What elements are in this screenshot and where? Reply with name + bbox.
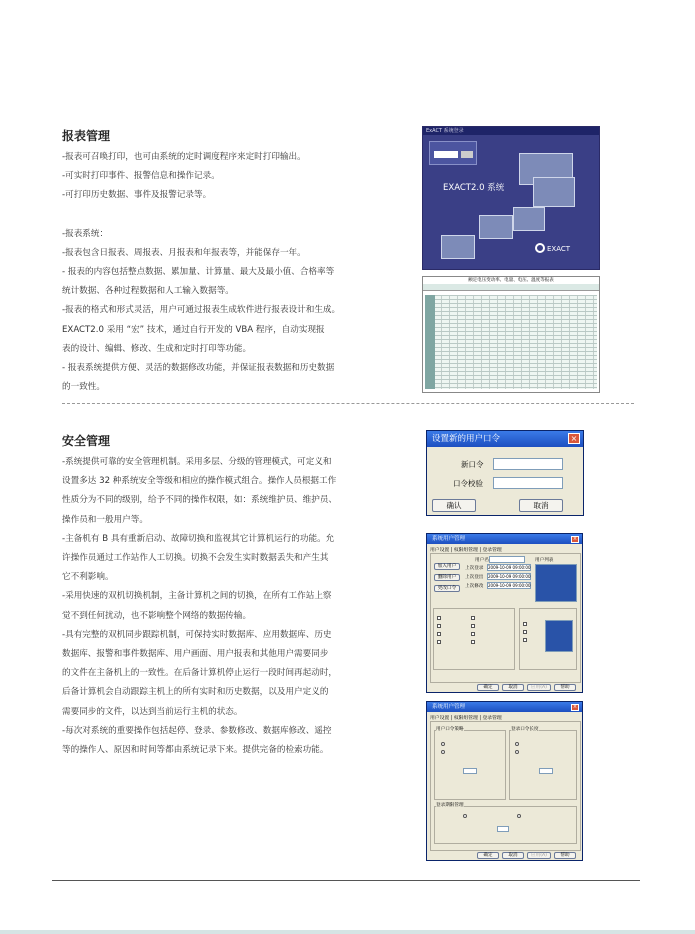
security-section-body	[62, 453, 362, 760]
last-change-value: 2009-10-09 09:00:00	[488, 583, 531, 588]
period-radio[interactable]	[463, 814, 467, 818]
paragraph-line: 表的设计、编辑、修改、生成和定时打印等功能。	[62, 343, 252, 354]
delete-user-button[interactable]: 删除用户	[434, 574, 460, 581]
last-login-label: 上次登录	[465, 566, 484, 571]
splash-photo-3	[513, 207, 545, 231]
paragraph-line: 的一致性。	[62, 382, 105, 393]
permission-checkbox[interactable]	[471, 640, 475, 644]
set-password-title: 设置新的用户口令	[432, 434, 501, 444]
login-period-label: 登录期限管理	[436, 803, 464, 808]
permission-checkbox[interactable]	[437, 624, 441, 628]
exact-splash-screenshot	[422, 126, 600, 270]
cancel-button[interactable]: 取消	[502, 852, 524, 859]
permission-checkbox[interactable]	[471, 624, 475, 628]
paragraph-line: -系统提供可靠的安全管理机制。采用多层、分级的管理模式，可定义和	[62, 457, 332, 467]
confirm-password-input[interactable]	[493, 477, 563, 489]
splash-login-button	[461, 151, 473, 158]
close-icon[interactable]: ×	[572, 535, 578, 542]
paragraph-line: 统计数据、各种过程数据和人工输入数据等。	[62, 286, 234, 297]
ok-button[interactable]: 确定	[477, 852, 499, 859]
user-manager-title-bar	[427, 702, 582, 712]
splash-brand-text: EXACT2.0 系统	[443, 183, 505, 193]
access-checkbox[interactable]	[523, 622, 527, 626]
permission-checkbox[interactable]	[437, 640, 441, 644]
access-list[interactable]	[545, 620, 573, 652]
login-period-group	[434, 806, 577, 844]
password-length-label: 登录口令长度	[511, 727, 539, 732]
permission-checkbox[interactable]	[437, 632, 441, 636]
user-manager-dialog-login	[426, 701, 583, 861]
paragraph-line: 等的操作人、原因和时间等都由系统记录下来。提供完备的检索功能。	[62, 745, 329, 756]
paragraph-line: 操作员和一般用户等。	[62, 514, 148, 525]
section-divider	[62, 403, 634, 404]
paragraph-line: -每次对系统的重要操作包括起停、登录、参数修改、数据库修改、遥控	[62, 725, 332, 736]
report-table-screenshot	[422, 276, 600, 393]
permission-checkbox[interactable]	[437, 616, 441, 620]
paragraph-line: 后备计算机会自动跟踪主机上的所有实时和历史数据，以及用户定义的	[62, 687, 329, 698]
password-length-group	[509, 730, 577, 800]
paragraph-line: -报表的格式和形式灵活，用户可通过报表生成软件进行报表设计和生成。	[62, 305, 341, 316]
splash-photo-4	[479, 215, 513, 239]
policy-radio[interactable]	[441, 742, 445, 746]
last-change-label: 上次修改	[465, 584, 484, 589]
user-manager-tabs[interactable]: 用户设置 | 权限组管理 | 登录管理	[430, 716, 502, 721]
last-logout-value: 2009-10-09 09:00:00	[488, 574, 531, 579]
paragraph-line: -可打印历史数据、事件及报警记录等。	[62, 190, 212, 201]
splash-login-field	[434, 151, 458, 158]
user-manager-title: 系统用户管理	[432, 704, 466, 710]
set-password-dialog	[426, 430, 584, 516]
user-manager-title-bar	[427, 534, 582, 544]
access-checkbox[interactable]	[523, 638, 527, 642]
last-login-value: 2009-10-09 09:00:00	[488, 565, 531, 570]
user-manager-title: 系统用户管理	[432, 536, 466, 542]
set-password-title-bar	[427, 431, 583, 447]
report-shot-header-row	[423, 284, 599, 291]
policy-number-input[interactable]	[463, 768, 477, 774]
paragraph-line: 的文件在主备机上的一致性。在后备计算机停止运行一段时间再起动时，	[62, 668, 338, 679]
period-radio[interactable]	[517, 814, 521, 818]
last-logout-label: 上次登出	[465, 575, 484, 580]
apply-button[interactable]: 应用(A)	[527, 684, 551, 691]
user-list[interactable]	[535, 564, 577, 602]
user-name-label: 用户名	[475, 558, 489, 563]
paragraph-line: EXACT2.0 采用 “宏” 技术，通过自行开发的 VBA 程序，自动实现报	[62, 324, 325, 335]
paragraph-line: -报表系统：	[62, 228, 109, 239]
splash-photo-2	[533, 177, 575, 207]
ok-button[interactable]: 确定	[477, 684, 499, 691]
paragraph-line: 性质分为不同的级别，给予不同的操作权限，如：系统维护员、维护员、	[62, 495, 338, 506]
help-button[interactable]: 帮助	[554, 684, 576, 691]
paragraph-line	[62, 206, 362, 225]
user-name-select[interactable]	[489, 556, 525, 563]
close-icon[interactable]: ×	[572, 703, 578, 710]
paragraph-line: -具有完整的双机同步跟踪机制，可保持实时数据库、应用数据库、历史	[62, 629, 332, 640]
length-radio[interactable]	[515, 750, 519, 754]
help-button[interactable]: 帮助	[554, 852, 576, 859]
cancel-button[interactable]: 取消	[502, 684, 524, 691]
footer-rule	[52, 880, 640, 881]
paragraph-line: - 报表的内容包括整点数据、累加量、计算量、最大及最小值、合格率等	[62, 267, 335, 278]
report-shot-row-labels	[425, 295, 435, 389]
exact-logo-icon	[535, 243, 545, 253]
paragraph-line: -可实时打印事件、报警信息和操作记录。	[62, 171, 220, 182]
paragraph-line: -采用快速的双机切换机制，主备计算机之间的切换，在所有工作站上察	[62, 591, 332, 602]
add-user-button[interactable]: 加入用户	[434, 563, 460, 570]
length-number-input[interactable]	[539, 768, 553, 774]
splash-title-bar: ExACT 系统登录	[423, 127, 599, 135]
report-section-title: 报表管理	[62, 129, 111, 143]
paragraph-line: 觉不到任何扰动，也不影响整个网络的数据传输。	[62, 610, 252, 621]
close-icon[interactable]: ×	[568, 433, 580, 444]
paragraph-line: -主备机有 B 具有重新启动、故障切换和监视其它计算机运行的功能。允	[62, 533, 335, 544]
bottom-color-strip	[0, 930, 695, 934]
confirm-button[interactable]: 确认	[432, 499, 476, 512]
confirm-password-label: 口令校验	[453, 479, 483, 488]
apply-button[interactable]: 应用(A)	[527, 852, 551, 859]
paragraph-line: - 报表系统提供方便、灵活的数据修改功能，并保证报表数据和历史数据	[62, 363, 335, 374]
policy-radio[interactable]	[441, 750, 445, 754]
security-section-title: 安全管理	[62, 434, 111, 448]
splash-login-box	[429, 141, 477, 165]
user-manager-tabs[interactable]: 用户设置 | 权限组管理 | 登录管理	[430, 548, 502, 553]
paragraph-line: 需要同步的文件，以达到当前运行主机的状态。	[62, 706, 243, 717]
report-shot-title: 额定电压变动率、电量、电压、温度等报表	[468, 278, 554, 283]
user-list-label: 用户列表	[535, 558, 554, 563]
paragraph-line: -报表包含日报表、周报表、月报表和年报表等，并能保存一年。	[62, 247, 306, 258]
access-checkbox[interactable]	[523, 630, 527, 634]
permission-checkbox[interactable]	[471, 616, 475, 620]
change-password-button[interactable]: 更改口令	[434, 585, 460, 592]
paragraph-line: 许操作员通过工作站作人工切换。切换不会发生实时数据丢失和产生其	[62, 553, 329, 564]
permission-checkbox[interactable]	[471, 632, 475, 636]
new-password-label: 新口令	[461, 460, 484, 469]
period-number-input[interactable]	[497, 826, 509, 832]
paragraph-line: 设置多达 32 种系统安全等级和相应的操作模式组合。操作人员根据工作	[62, 476, 337, 487]
password-policy-group	[434, 730, 506, 800]
splash-logo-text: EXACT	[547, 245, 571, 253]
length-radio[interactable]	[515, 742, 519, 746]
new-password-input[interactable]	[493, 458, 563, 470]
report-shot-grid	[425, 295, 597, 389]
report-section-body	[62, 148, 362, 397]
password-policy-label: 用户口令策略	[436, 727, 464, 732]
paragraph-line: 数据库、报警和事件数据库、用户画面、用户报表和其他用户需要同步	[62, 649, 329, 660]
cancel-button[interactable]: 取消	[519, 499, 563, 512]
paragraph-line: -报表可召唤打印，也可由系统的定时调度程序来定时打印输出。	[62, 152, 306, 162]
paragraph-line: 它不利影响。	[62, 572, 114, 583]
user-manager-dialog-users	[426, 533, 583, 693]
splash-photo-5	[441, 235, 475, 259]
